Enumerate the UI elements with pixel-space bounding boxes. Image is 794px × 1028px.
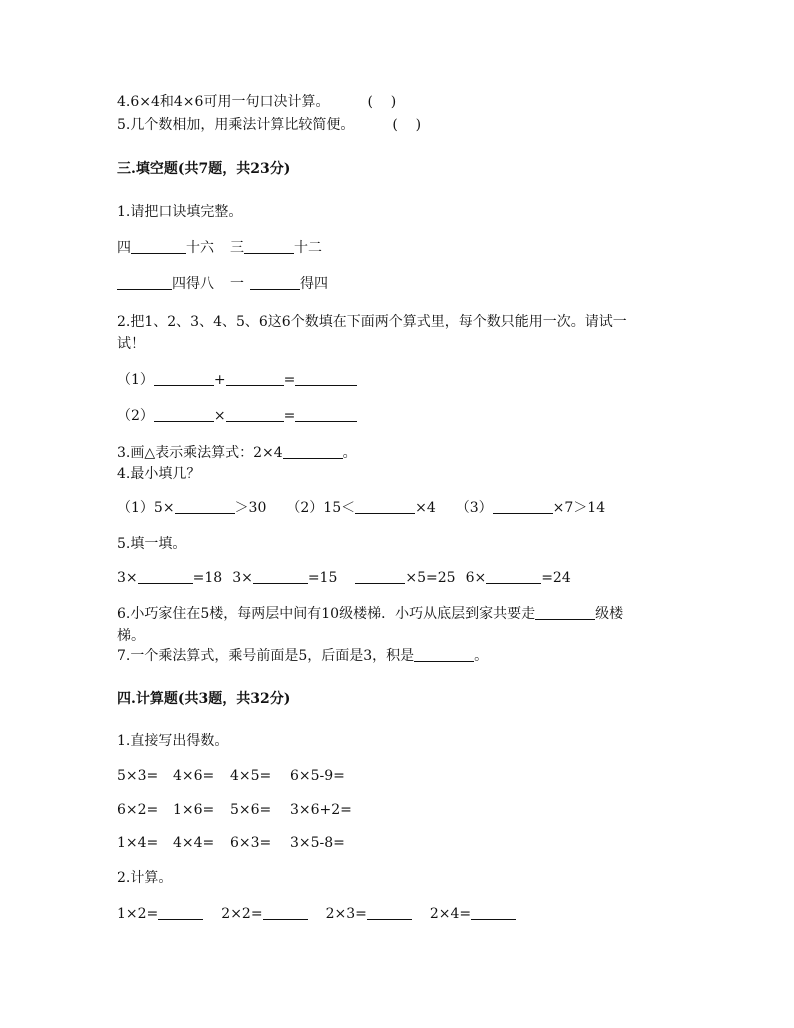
section4-title: 四.计算题(共3题，共32分) (117, 691, 291, 707)
s3-q2-r2-eq: = (283, 408, 296, 424)
tf-q5-answer-paren[interactable]: ( ) (392, 117, 422, 133)
s3-q4-p2-post: ×4 (415, 500, 436, 516)
s3-q1-r2-b-pre: 一 (230, 276, 244, 292)
s3-q1-r1-a-blank[interactable] (131, 239, 186, 254)
s3-q4-p1-label: （1）5× (117, 500, 175, 516)
s3-q5-d-blank[interactable] (486, 569, 541, 584)
s3-q2-r1-blank-2[interactable] (226, 371, 284, 386)
s4-calc-item: 6×2= (117, 802, 159, 818)
s3-q2-r2-blank-1[interactable] (154, 407, 214, 422)
s4-q1-text: 1.直接写出得数。 (117, 733, 229, 749)
s3-q1-r2-a-blank[interactable] (117, 275, 172, 290)
tf-question-5 (117, 116, 421, 134)
s4-q2-item-3: 2×3= (325, 906, 367, 922)
s4-q1-row-3 (117, 834, 345, 852)
s4-calc-item: 3×5-8= (290, 835, 345, 851)
s4-q2-blank-2[interactable] (263, 905, 308, 920)
s3-q4-p3-post: ×7＞14 (552, 500, 606, 516)
s4-calc-item: 3×6+2= (290, 802, 352, 818)
s3-q4-text: 4.最小填几？ (117, 466, 201, 482)
s4-calc-item: 6×3= (230, 835, 272, 851)
s3-q6-post: 级楼 (595, 606, 624, 622)
s3-q4-p1-post: ＞30 (234, 500, 267, 516)
s3-q1-r1-b-post: 十二 (294, 240, 322, 256)
s3-q7-post: 。 (474, 648, 489, 664)
s4-q1-row-1 (117, 767, 345, 785)
s4-calc-item: 4×4= (173, 835, 215, 851)
s3-q4-p3-label: （3） (455, 500, 493, 516)
s3-q1-text: 1.请把口诀填完整。 (117, 204, 243, 220)
s3-q5-c-post: ×5=25 (405, 570, 456, 586)
s3-q2-r2-blank-2[interactable] (226, 407, 284, 422)
s3-q6-line2: 梯。 (117, 628, 145, 644)
s3-q2-row1 (117, 371, 357, 389)
s3-q2-r2-label: （2） (117, 408, 154, 424)
s3-q6-blank[interactable] (535, 605, 595, 620)
s3-q2-r1-label: （1） (117, 372, 154, 388)
s4-calc-item: 6×5-9= (290, 768, 345, 784)
s3-q5-a-post: =18 (192, 570, 223, 586)
s3-q3-blank[interactable] (283, 444, 343, 459)
s4-calc-item: 4×5= (230, 768, 272, 784)
s3-q1-r2-b-blank[interactable] (250, 275, 300, 290)
tf-q4-text: 4.6×4和4×6可用一句口决计算。 (117, 94, 330, 110)
s3-q2-row2 (117, 407, 357, 425)
tf-q5-text: 5.几个数相加，用乘法计算比较简便。 (117, 117, 355, 133)
s3-q4-p2-blank[interactable] (355, 499, 415, 514)
s3-q5-a-pre: 3× (117, 570, 138, 586)
s4-calc-item: 1×4= (117, 835, 159, 851)
s4-q2-item-1: 1×2= (117, 906, 159, 922)
s3-q3-post: 。 (342, 445, 357, 461)
s3-q5-c-blank[interactable] (355, 569, 405, 584)
s3-q1-row2 (117, 275, 328, 293)
s3-q5-d-post: =24 (541, 570, 571, 586)
s3-q2-r1-eq: = (283, 372, 296, 388)
s3-q2-r1-blank-1[interactable] (154, 371, 214, 386)
s3-q5-row (117, 569, 571, 587)
s3-q2-text-line2: 试！ (117, 336, 145, 352)
s4-calc-item: 5×3= (117, 768, 159, 784)
s4-q2-item-2: 2×2= (221, 906, 263, 922)
tf-question-4 (117, 93, 396, 111)
s3-q4-row (117, 499, 605, 517)
s4-calc-item: 1×6= (173, 802, 215, 818)
s3-q3 (117, 444, 357, 462)
s3-q1-r2-b-post: 得四 (300, 276, 328, 292)
s4-q2-row (117, 905, 516, 923)
s3-q5-b-pre: 3× (232, 570, 253, 586)
s3-q2-r2-op: × (213, 408, 226, 424)
s3-q1-r1-a-pre: 四 (117, 240, 131, 256)
s3-q1-r1-b-pre: 三 (230, 240, 244, 256)
s4-q2-blank-4[interactable] (471, 905, 516, 920)
s3-q5-b-blank[interactable] (253, 569, 308, 584)
s3-q7 (117, 647, 488, 665)
s3-q1-r1-a-post: 十六 (186, 240, 214, 256)
s3-q1-r1-b-blank[interactable] (244, 239, 294, 254)
tf-q4-answer-paren[interactable]: ( ) (367, 94, 397, 110)
s4-calc-item: 4×6= (173, 768, 215, 784)
s4-q2-item-4: 2×4= (429, 906, 472, 922)
s4-q2-blank-1[interactable] (158, 905, 203, 920)
s3-q6-line1 (117, 605, 623, 623)
s3-q2-text-line1: 2.把1、2、3、4、5、6这6个数填在下面两个算式里，每个数只能用一次。请试一 (117, 314, 627, 330)
s4-q2-blank-3[interactable] (367, 905, 412, 920)
s3-q5-d-pre: 6× (465, 570, 487, 586)
s4-q1-row-2 (117, 801, 352, 819)
s3-q2-r2-blank-3[interactable] (295, 407, 357, 422)
s3-q3-text: 3.画△表示乘法算式：2×4 (117, 445, 283, 461)
s4-calc-item: 5×6= (230, 802, 272, 818)
s3-q4-p3-blank[interactable] (493, 499, 553, 514)
section3-title: 三.填空题(共7题，共23分) (117, 161, 291, 177)
s3-q5-a-blank[interactable] (138, 569, 193, 584)
s3-q5-b-post: =15 (307, 570, 338, 586)
s3-q1-row1 (117, 239, 322, 257)
s3-q7-blank[interactable] (414, 647, 474, 662)
s3-q4-p1-blank[interactable] (175, 499, 235, 514)
s3-q5-text: 5.填一填。 (117, 536, 187, 552)
s3-q7-text: 7.一个乘法算式，乘号前面是5，后面是3，积是 (117, 648, 415, 664)
s3-q1-r2-a-post: 四得八 (172, 276, 214, 292)
s3-q4-p2-label: （2）15＜ (286, 500, 356, 516)
s3-q6-text: 6.小巧家住在5楼，每两层中间有10级楼梯．小巧从底层到家共要走 (117, 606, 536, 622)
s4-q2-text: 2.计算。 (117, 870, 173, 886)
s3-q2-r1-op: + (213, 372, 226, 388)
s3-q2-r1-blank-3[interactable] (295, 371, 357, 386)
